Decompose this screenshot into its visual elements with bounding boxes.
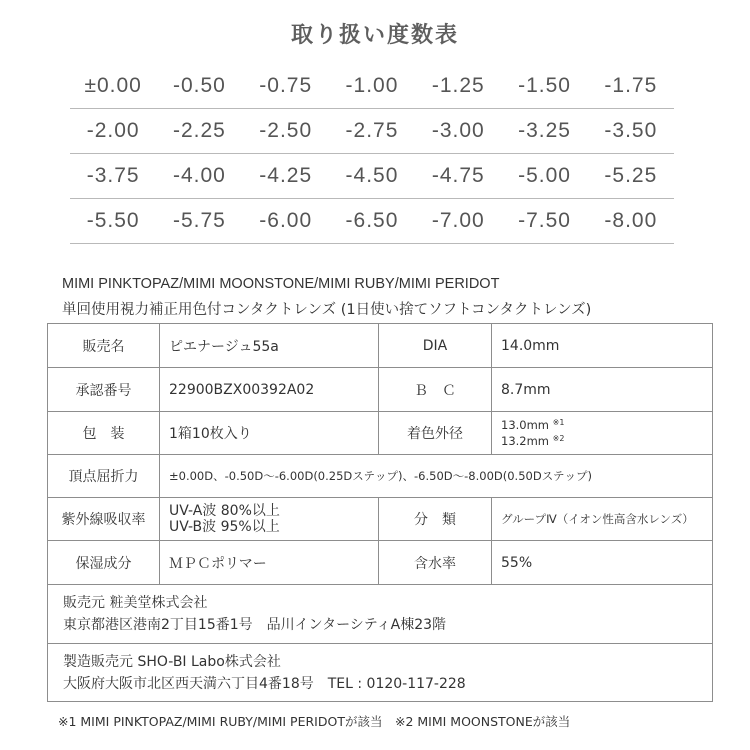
power-value: -1.25 xyxy=(431,74,485,97)
footnote: ※1 MIMI PINKTOPAZ/MIMI RUBY/MIMI PERIDOTが該当 ※2 MIMI MOONSTONEが該当 xyxy=(58,714,571,729)
product-names: MIMI PINKTOPAZ/MIMI MOONSTONE/MIMI RUBY/MIMI PERIDOT xyxy=(62,276,500,292)
color-dia-value xyxy=(492,412,713,455)
power-value: -4.00 xyxy=(172,164,226,187)
vertex-value: ±0.00D、-0.50D〜-6.00D(0.25Dステップ)、-6.50D〜-8.00D(0.50Dステップ) xyxy=(160,455,713,498)
note-mark-2: ※2 xyxy=(552,434,565,443)
power-row xyxy=(70,199,674,244)
power-value: -4.25 xyxy=(259,164,313,187)
power-value: -2.75 xyxy=(345,119,399,142)
power-value: -5.75 xyxy=(172,209,226,232)
color-dia-label: 着色外径 xyxy=(379,412,492,455)
power-value: -5.50 xyxy=(86,209,140,232)
moist-value: ＭＰＣポリマー xyxy=(160,541,379,585)
power-row xyxy=(70,154,674,199)
seller-name: 販売元 粧美堂株式会社 xyxy=(63,595,208,611)
uv-label: 紫外線吸収率 xyxy=(48,498,160,541)
power-value: -3.50 xyxy=(604,119,658,142)
spec-row xyxy=(48,324,713,368)
power-value: -5.00 xyxy=(518,164,571,187)
spec-row xyxy=(48,585,713,644)
approval-label: 承認番号 xyxy=(48,368,160,412)
power-value: -8.00 xyxy=(604,209,658,232)
power-value: -6.00 xyxy=(259,209,313,232)
maker-address: 大阪府大阪市北区西天満六丁目4番18号 TEL : 0120-117-228 xyxy=(63,675,466,692)
package-value: 1箱10枚入り xyxy=(160,412,379,455)
uv-value xyxy=(160,498,379,541)
dia-label: DIA xyxy=(379,324,492,368)
power-value: ±0.00 xyxy=(84,74,142,97)
package-label: 包 装 xyxy=(48,412,160,455)
spec-row xyxy=(48,368,713,412)
spec-row xyxy=(48,541,713,585)
color-dia-1: 13.0mm xyxy=(501,418,550,432)
spec-row xyxy=(48,412,713,455)
seller-address: 東京都港区港南2丁目15番1号 品川インターシティA棟23階 xyxy=(63,617,447,633)
page-title: 取り扱い度数表 xyxy=(290,23,459,48)
sales-name-value: ピエナージュ55a xyxy=(160,324,379,368)
maker-name: 製造販売元 SHO-BI Labo株式会社 xyxy=(63,653,281,670)
spec-row xyxy=(48,498,713,541)
power-value: -1.75 xyxy=(604,74,658,97)
power-value: -0.50 xyxy=(172,74,226,97)
power-value: -2.00 xyxy=(86,119,140,142)
power-value: -2.25 xyxy=(172,119,226,142)
dia-value: 14.0mm xyxy=(492,324,713,368)
power-value: -6.50 xyxy=(345,209,399,232)
power-table xyxy=(70,64,674,244)
power-value: -5.25 xyxy=(604,164,658,187)
uv-a-value: UV-A波 80%以上 xyxy=(169,503,280,519)
power-value: -7.50 xyxy=(518,209,571,232)
power-value: -1.50 xyxy=(518,74,571,97)
moist-label: 保湿成分 xyxy=(48,541,160,585)
uv-b-value: UV-B波 95%以上 xyxy=(169,519,280,535)
bc-label: Ｂ Ｃ xyxy=(379,368,492,412)
class-value: グループⅣ（イオン性高含水レンズ） xyxy=(492,498,713,541)
class-label: 分 類 xyxy=(379,498,492,541)
power-value: -4.50 xyxy=(345,164,399,187)
spec-row xyxy=(48,455,713,498)
water-label: 含水率 xyxy=(379,541,492,585)
color-dia-2: 13.2mm xyxy=(501,434,550,448)
vertex-label: 頂点屈折力 xyxy=(48,455,160,498)
bc-value: 8.7mm xyxy=(492,368,713,412)
power-value: -3.00 xyxy=(431,119,485,142)
product-description: 単回使用視力補正用色付コンタクトレンズ (1日使い捨てソフトコンタクトレンズ) xyxy=(62,302,592,318)
maker-info xyxy=(48,644,713,702)
approval-value: 22900BZX00392A02 xyxy=(160,368,379,412)
seller-info xyxy=(48,585,713,644)
power-value: -4.75 xyxy=(431,164,485,187)
power-value: -0.75 xyxy=(259,74,313,97)
power-value: -7.00 xyxy=(431,209,485,232)
power-value: -3.25 xyxy=(518,119,571,142)
note-mark-1: ※1 xyxy=(552,418,565,427)
spec-table xyxy=(47,323,713,702)
sales-name-label: 販売名 xyxy=(48,324,160,368)
power-row xyxy=(70,64,674,109)
water-value: 55% xyxy=(492,541,713,585)
power-value: -1.00 xyxy=(345,74,399,97)
spec-row xyxy=(48,644,713,702)
power-row xyxy=(70,109,674,154)
power-value: -3.75 xyxy=(86,164,140,187)
power-value: -2.50 xyxy=(259,119,313,142)
